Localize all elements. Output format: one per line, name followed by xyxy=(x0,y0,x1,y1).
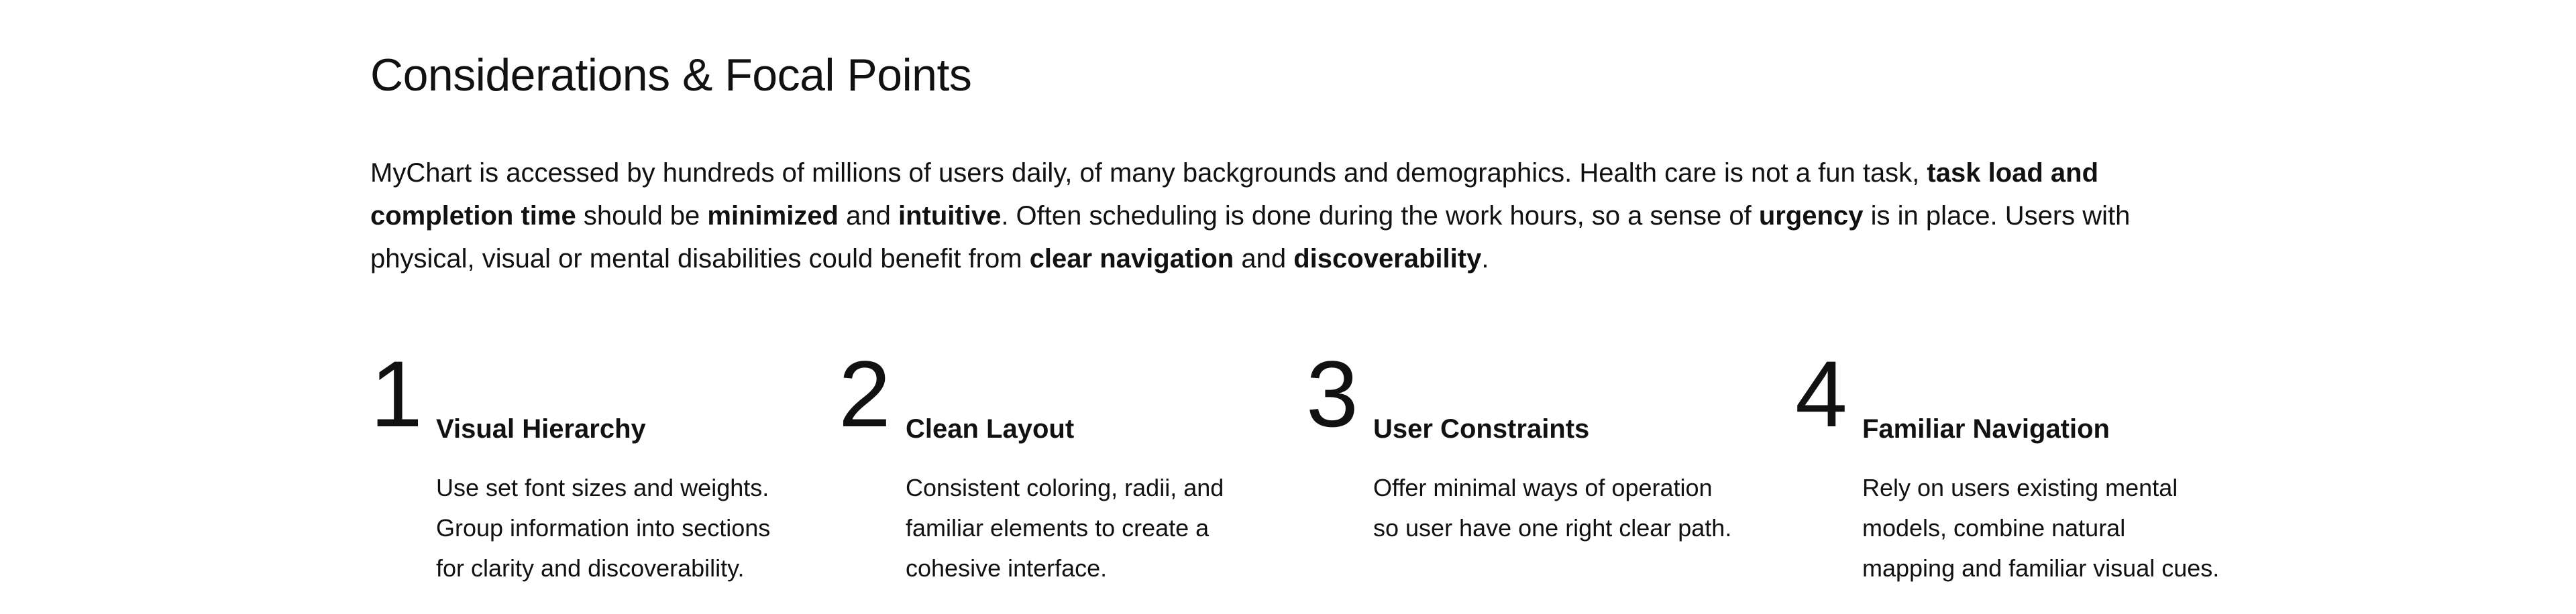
intro-emphasis: intuitive xyxy=(898,201,1002,231)
description-line: familiar elements to create a xyxy=(906,514,1210,542)
description-line: so user have one right clear path. xyxy=(1373,514,1732,542)
point-description xyxy=(1373,468,1749,548)
description-line: Rely on users existing mental xyxy=(1862,474,2178,501)
intro-text: should be xyxy=(576,201,708,231)
intro-emphasis: minimized xyxy=(707,201,839,231)
focal-points-list xyxy=(370,341,2235,589)
intro-emphasis: urgency xyxy=(1758,201,1864,231)
description-line: mapping and familiar visual cues. xyxy=(1862,554,2220,582)
intro-text: . Often scheduling is done during the work hours, so a sense of xyxy=(1001,201,1759,231)
point-number: 2 xyxy=(839,341,891,446)
point-heading: User Constraints xyxy=(1373,414,1590,444)
point-description xyxy=(1862,468,2238,589)
description-line: Offer minimal ways of operation xyxy=(1373,474,1713,501)
intro-emphasis: task load and completion time xyxy=(370,158,2099,231)
description-line: Group information into sections xyxy=(436,514,771,542)
point-number: 4 xyxy=(1795,341,1847,446)
considerations-section xyxy=(370,50,2235,582)
intro-text: MyChart is accessed by hundreds of millions of users daily, of many backgrounds and demographics. Health care is not a fun task, xyxy=(370,158,1927,188)
intro-emphasis: discoverability xyxy=(1293,244,1482,273)
description-line: models, combine natural xyxy=(1862,514,2126,542)
description-line: cohesive interface. xyxy=(906,554,1108,582)
intro-paragraph xyxy=(370,151,2222,280)
point-number: 3 xyxy=(1306,341,1358,446)
point-heading: Clean Layout xyxy=(906,414,1075,444)
intro-text: and xyxy=(839,201,898,231)
point-description xyxy=(436,468,812,589)
point-heading: Familiar Navigation xyxy=(1862,414,2110,444)
description-line: for clarity and discoverability. xyxy=(436,554,745,582)
intro-text: and xyxy=(1234,244,1294,273)
intro-text: . xyxy=(1481,244,1489,273)
intro-emphasis: clear navigation xyxy=(1029,244,1234,273)
point-heading: Visual Hierarchy xyxy=(436,414,646,444)
point-number: 1 xyxy=(370,341,423,446)
description-line: Consistent coloring, radii, and xyxy=(906,474,1224,501)
intro-text: is in place. Users with physical, visual or mental disabilities could benefit from xyxy=(370,201,2131,273)
section-title: Considerations & Focal Points xyxy=(370,50,972,101)
point-description xyxy=(906,468,1281,589)
description-line: Use set font sizes and weights. xyxy=(436,474,769,501)
